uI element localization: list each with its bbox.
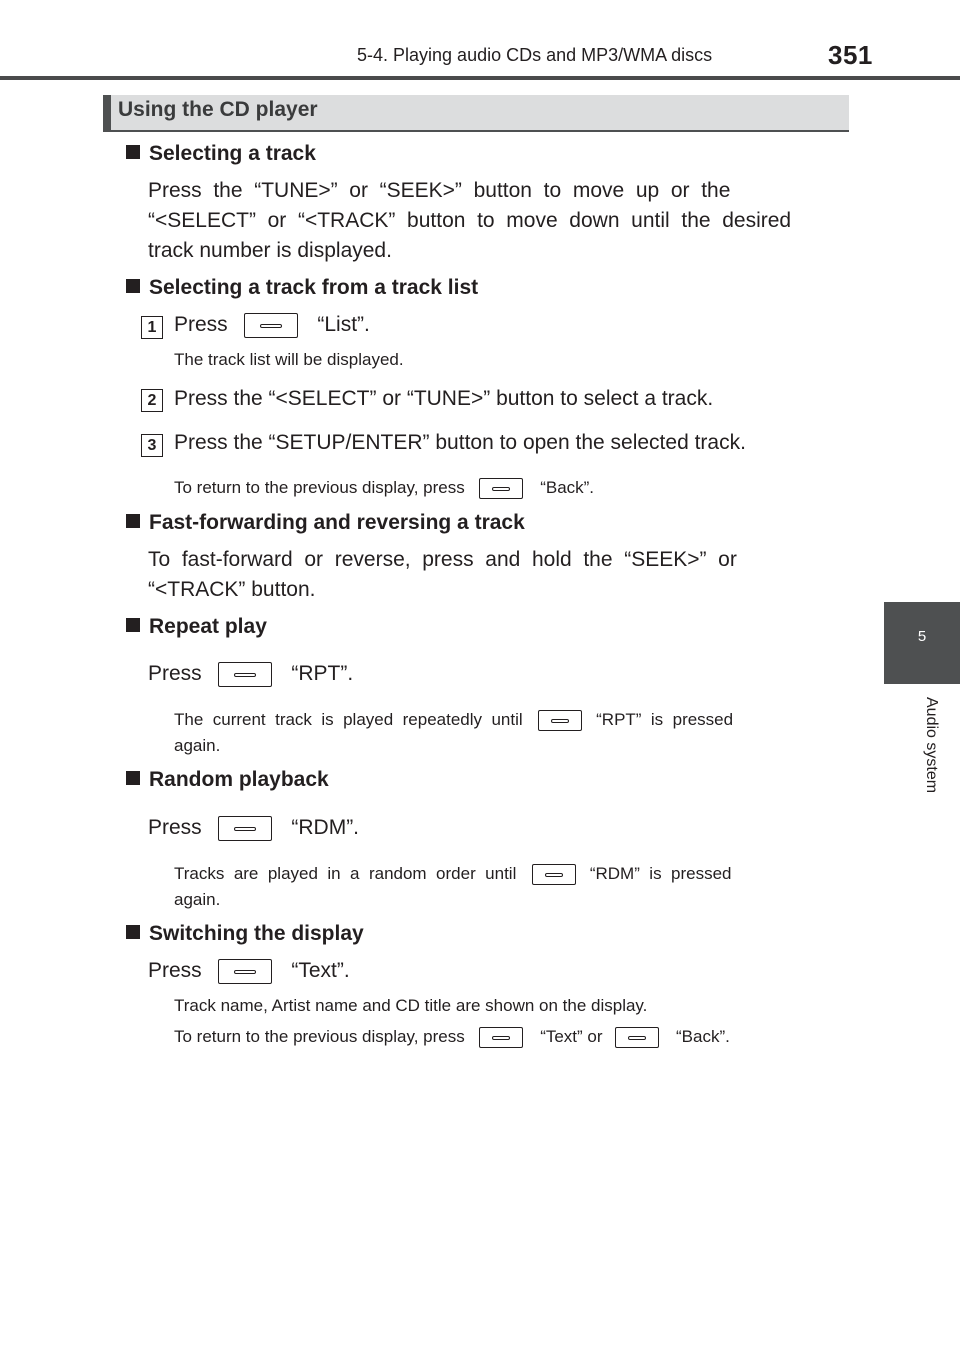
step-text: “RPT”. bbox=[291, 662, 354, 686]
step-text: Press bbox=[148, 662, 202, 686]
repeat-instruction bbox=[148, 662, 353, 687]
body-line: Press the “TUNE>” or “SEEK>” button to move up or the bbox=[148, 179, 731, 202]
subheading-fast-forward bbox=[126, 511, 525, 535]
note bbox=[174, 478, 594, 499]
screen-button-icon bbox=[218, 662, 272, 687]
screen-button-icon bbox=[479, 478, 523, 499]
subheading-text: Random playback bbox=[149, 768, 329, 791]
note-text: To return to the previous display, press bbox=[174, 1027, 465, 1046]
subheading-track-list bbox=[126, 276, 478, 300]
note bbox=[174, 1027, 730, 1048]
square-bullet-icon bbox=[126, 925, 140, 939]
step-text: Press bbox=[148, 959, 202, 983]
subheading-text: Selecting a track from a track list bbox=[149, 276, 479, 299]
step-3-text: Press the “SETUP/ENTER” button to open the selected track. bbox=[174, 431, 746, 454]
body-line: “<SELECT” or “<TRACK” button to move down until the desired bbox=[148, 209, 792, 232]
subheading-text: Selecting a track bbox=[149, 142, 316, 165]
chapter-number: 5 bbox=[917, 628, 927, 645]
square-bullet-icon bbox=[126, 771, 140, 785]
subheading-repeat bbox=[126, 615, 267, 639]
step-text: “Text”. bbox=[291, 959, 350, 983]
screen-button-icon bbox=[218, 959, 272, 984]
square-bullet-icon bbox=[126, 618, 140, 632]
note bbox=[174, 864, 732, 885]
switch-instruction bbox=[148, 959, 350, 984]
random-instruction bbox=[148, 816, 359, 841]
note: Track name, Artist name and CD title are shown on the display. bbox=[174, 996, 648, 1015]
step-text: “RDM”. bbox=[291, 816, 360, 840]
subheading-text: Repeat play bbox=[149, 615, 267, 638]
subheading-random bbox=[126, 768, 329, 792]
note-text: “Back”. bbox=[676, 1027, 730, 1046]
square-bullet-icon bbox=[126, 514, 140, 528]
note: The track list will be displayed. bbox=[174, 350, 404, 369]
chapter-label: Audio system bbox=[923, 697, 940, 794]
square-bullet-icon bbox=[126, 279, 140, 293]
note-text: To return to the previous display, press bbox=[174, 478, 465, 497]
screen-button-icon bbox=[538, 710, 582, 731]
note-text: “Back”. bbox=[540, 478, 595, 497]
note bbox=[174, 710, 733, 731]
page-number: 351 bbox=[828, 40, 873, 70]
step-2-text: Press the “<SELECT” or “TUNE>” button to select a track. bbox=[174, 387, 714, 410]
note-text: Tracks are played in a random order until bbox=[174, 864, 517, 883]
subheading-text: Switching the display bbox=[149, 922, 364, 945]
section-heading: Using the CD player bbox=[118, 98, 318, 121]
step-text: “List”. bbox=[317, 313, 370, 337]
body-line: To fast-forward or reverse, press and hold the “SEEK>” or bbox=[148, 548, 737, 571]
screen-button-icon bbox=[532, 864, 576, 885]
step-text: Press bbox=[148, 816, 202, 840]
screen-button-icon bbox=[615, 1027, 659, 1048]
step-1 bbox=[174, 313, 370, 338]
square-bullet-icon bbox=[126, 145, 140, 159]
header-rule bbox=[0, 76, 960, 80]
screen-button-icon bbox=[479, 1027, 523, 1048]
step-number: 3 bbox=[141, 434, 163, 457]
note: again. bbox=[174, 890, 221, 909]
subheading-switch-display bbox=[126, 922, 364, 946]
body-line: track number is displayed. bbox=[148, 239, 392, 262]
note-text: The current track is played repeatedly until bbox=[174, 710, 523, 729]
body-line: “<TRACK” button. bbox=[148, 578, 316, 601]
note-text: “RDM” is pressed bbox=[589, 864, 732, 883]
running-header-title: 5-4. Playing audio CDs and MP3/WMA discs bbox=[357, 45, 713, 65]
note: again. bbox=[174, 736, 221, 755]
note-text: “Text” or bbox=[540, 1027, 603, 1046]
subheading-selecting-track bbox=[126, 142, 316, 166]
step-text: Press bbox=[174, 313, 228, 337]
subheading-text: Fast-forwarding and reversing a track bbox=[149, 511, 525, 534]
note-text: “RPT” is pressed bbox=[596, 710, 734, 729]
step-number: 2 bbox=[141, 389, 163, 412]
step-number: 1 bbox=[141, 316, 163, 339]
screen-button-icon bbox=[218, 816, 272, 841]
screen-button-icon bbox=[244, 313, 298, 338]
